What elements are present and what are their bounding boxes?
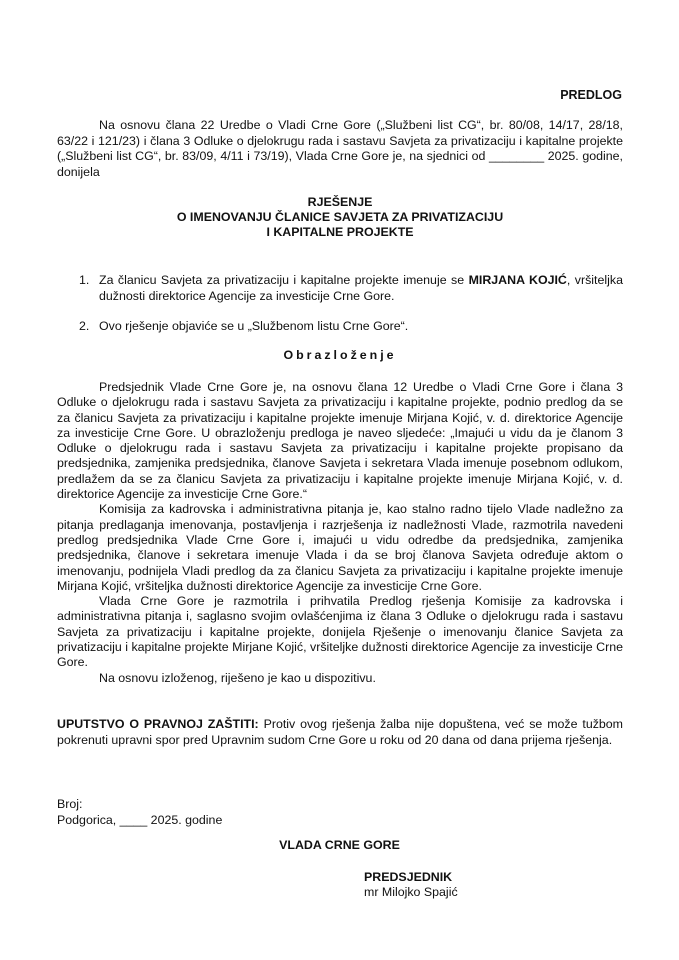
obrazlozenje-heading: Obrazloženje bbox=[283, 348, 397, 362]
title-line-1: RJEŠENJE bbox=[307, 195, 373, 209]
legal-remedy-label: UPUTSTVO O PRAVNOJ ZAŠTITI: bbox=[57, 717, 259, 731]
legal-remedy-notice bbox=[57, 716, 623, 748]
document-reference bbox=[57, 796, 222, 828]
signature-block bbox=[364, 870, 458, 900]
title-line-3: I KAPITALNE PROJEKTE bbox=[266, 225, 414, 239]
obrazlozenje-paragraph-4: Na osnovu izloženog, riješeno je kao u dispozitivu. bbox=[99, 670, 376, 685]
intro-paragraph: Na osnovu člana 22 Uredbe o Vladi Crne Gore („Službeni list CG“, br. 80/08, 14/17, 28/18, 63/22 i 121/23) i člana 3 Odluke o djelokrugu rada i sastavu Savjeta za privatizaciju i kapitalne projekte („Službeni list CG“, br. 83/09, 4/11 i 73/19), Vlada Crne Gore je, na sjednici od ________ 2025. godine, donijela bbox=[57, 118, 623, 179]
signatory-name: mr Milojko Spajić bbox=[364, 885, 458, 899]
decision-title bbox=[57, 195, 623, 240]
signatory-title: PREDSJEDNIK bbox=[364, 870, 453, 884]
broj-label: Broj: bbox=[57, 797, 83, 811]
place-date: Podgorica, ____ 2025. godine bbox=[57, 813, 223, 827]
item-text-after: , vršiteljka dužnosti direktorice Agencije za investicije Crne Gore. bbox=[99, 273, 623, 303]
obrazlozenje-paragraph-1: Predsjednik Vlade Crne Gore je, na osnovu člana 12 Uredbe o Vladi Crne Gore i člana 3 Odluke o djelokrugu rada i sastavu Savjeta za privatizaciju i kapitalne projekte, podnio predlog da se za članicu Savjeta za privatizaciju i kapitalne projekte imenuje Mirjana Kojić, v. d. direktorice Agencije za investicije Crne Gore. U obrazloženju predloga je naveo sljedeće: „Imajući u vidu da je članom 3 Odluke o djelokrugu rada i sastavu Savjeta za privatizaciju i kapitalne projekte propisano da predsjednika, zamjenika predsjednika, članove Savjeta i sekretara Vlada imenuje posebnom odlukom, predlažem da se za članicu Savjeta za privatizaciju i kapitalne projekte imenuje Mirjana Kojić, v. d. direktorice Agencije za investicije Crne Gore.“ bbox=[57, 380, 623, 502]
decision-item-1 bbox=[57, 273, 623, 304]
obrazlozenje-paragraph-2: Komisija za kadrovska i administrativna pitanja je, kao stalno radno tijelo Vlade nadležno za pitanja predlaganja imenovanja, postavljenja i razrješenja iz nadležnosti Vlade, razmotrila navedeni predlog predsjednika Vlade Crne Gore i, imajući u vidu odredbe da predsjednika, zamjenika predsjednika, članove i sekretara imenuje Vlada i da se broj članova Savjeta određuje aktom o imenovanju, podnijela Vladi predlog da za članicu Savjeta za privatizaciju i kapitalne projekte imenuje Mirjana Kojić, vršiteljka dužnosti direktorice Agencije za investicije Crne Gore. bbox=[57, 502, 623, 593]
title-line-2: O IMENOVANJU ČLANICE SAVJETA ZA PRIVATIZACIJU bbox=[176, 210, 504, 224]
obrazlozenje-paragraph-3: Vlada Crne Gore je razmotrila i prihvatila Predlog rješenja Komisije za kadrovska i administrativna pitanja i, saglasno svojim ovlašćenjima iz člana 3 Odluke o djelokrugu rada i sastavu Savjeta za privatizaciju i kapitalne projekte, donijela Rješenje o imenovanju članice Savjeta za privatizaciju i kapitalne projekte Mirjane Kojić, vršiteljke dužnosti direktorice Agencije za investicije Crne Gore. bbox=[57, 594, 623, 670]
government-name: VLADA CRNE GORE bbox=[279, 838, 400, 852]
item-number: 1. bbox=[79, 273, 90, 287]
item-text-before: Za članicu Savjeta za privatizaciju i kapitalne projekte imenuje se bbox=[99, 273, 469, 287]
decision-items bbox=[57, 273, 623, 335]
predlog-label: PREDLOG bbox=[560, 88, 622, 102]
decision-item-2 bbox=[57, 319, 623, 335]
appointee-name: MIRJANA KOJIĆ bbox=[468, 273, 567, 287]
item-text: Ovo rješenje objaviće se u „Službenom listu Crne Gore“. bbox=[99, 319, 409, 333]
item-number: 2. bbox=[79, 319, 90, 333]
legal-remedy-text: Protiv ovog rješenja žalba nije dopuštena, već se može tužbom pokrenuti upravni spor pred Upravnim sudom Crne Gore u roku od 20 dana od dana prijema rješenja. bbox=[57, 717, 624, 747]
obrazlozenje-body bbox=[57, 380, 623, 686]
